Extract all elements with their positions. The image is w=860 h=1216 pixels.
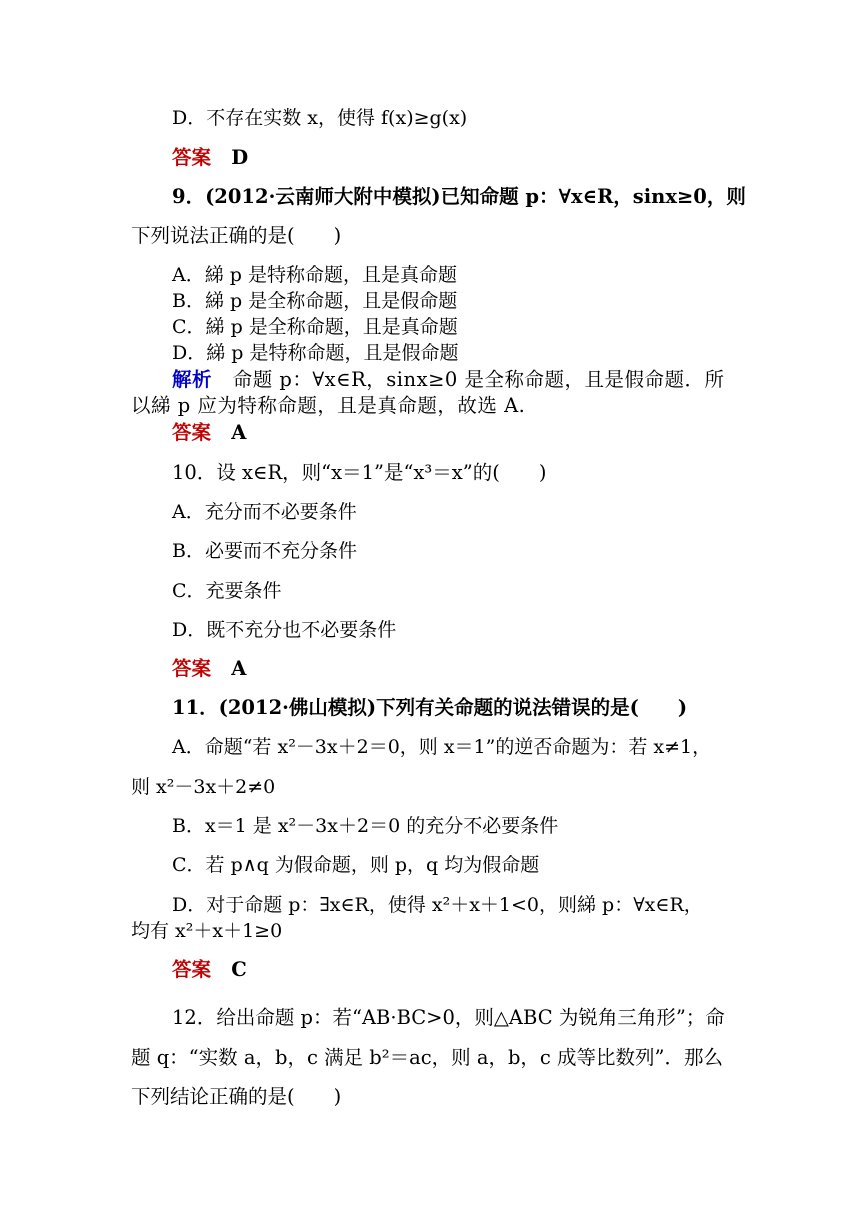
- q9-analysis: [172, 367, 725, 393]
- q10-stem: 10．设 x∈R，则“x＝1”是“x³＝x”的( ): [172, 461, 547, 484]
- q11-stem: 11．(2012·佛山模拟)下列有关命题的说法错误的是( ): [172, 696, 688, 719]
- q9-stem-line2: 下列说法正确的是( ): [131, 224, 342, 247]
- answer-label: 答案: [172, 146, 212, 169]
- q9-option-d: D．綈 p 是特称命题，且是假命题: [172, 342, 459, 364]
- q12-stem-line3: 下列结论正确的是( ): [131, 1085, 342, 1108]
- q9-option-c: C．綈 p 是全称命题，且是真命题: [172, 316, 458, 338]
- q8-answer: [172, 145, 248, 171]
- q10-option-c: C．充要条件: [172, 580, 282, 602]
- q12-stem-line2: 题 q：“实数 a，b，c 满足 b²＝ac，则 a，b，c 成等比数列”．那么: [131, 1046, 724, 1069]
- answer-label: 答案: [172, 958, 212, 981]
- answer-value: C: [231, 958, 247, 981]
- q11-option-d-line1: D．对于命题 p：∃x∈R，使得 x²＋x＋1<0，则綈 p：∀x∈R，: [172, 894, 703, 916]
- q9-option-a: A．綈 p 是特称命题，且是真命题: [172, 264, 457, 286]
- answer-label: 答案: [172, 657, 212, 680]
- q10-option-b: B．必要而不充分条件: [172, 540, 357, 562]
- q9-option-b: B．綈 p 是全称命题，且是假命题: [172, 290, 458, 312]
- q9-stem-line1: 9．(2012·云南师大附中模拟)已知命题 p：∀x∈R，sinx≥0，则: [172, 185, 746, 208]
- analysis-label: 解析: [172, 368, 213, 391]
- answer-value: D: [231, 146, 249, 169]
- q9-analysis-line2: 以綈 p 应为特称命题，且是真命题，故选 A.: [131, 394, 526, 417]
- q10-option-a: A．充分而不必要条件: [172, 501, 357, 523]
- q11-option-a-line2: 则 x²－3x＋2≠0: [131, 776, 276, 798]
- answer-value: A: [231, 421, 247, 444]
- q11-option-b: B．x＝1 是 x²－3x＋2＝0 的充分不必要条件: [172, 815, 559, 837]
- q10-option-d: D．既不充分也不必要条件: [172, 619, 397, 641]
- analysis-text: 命题 p：∀x∈R，sinx≥0 是全称命题，且是假命题．所: [232, 368, 725, 391]
- q11-option-a-line1: A．命题“若 x²－3x＋2＝0，则 x＝1”的逆否命题为：若 x≠1，: [172, 736, 712, 758]
- q11-answer: [172, 957, 247, 983]
- answer-value: A: [231, 657, 247, 680]
- q10-answer: [172, 656, 246, 682]
- answer-label: 答案: [172, 421, 212, 444]
- q8-option-d: D．不存在实数 x，使得 f(x)≥g(x): [172, 107, 468, 129]
- q12-stem-line1: 12．给出命题 p：若“AB·BC>0，则△ABC 为锐角三角形”；命: [172, 1006, 725, 1029]
- q11-option-c: C．若 p∧q 为假命题，则 p，q 均为假命题: [172, 854, 540, 876]
- q9-answer: [172, 420, 246, 446]
- q11-option-d-line2: 均有 x²＋x＋1≥0: [131, 920, 283, 942]
